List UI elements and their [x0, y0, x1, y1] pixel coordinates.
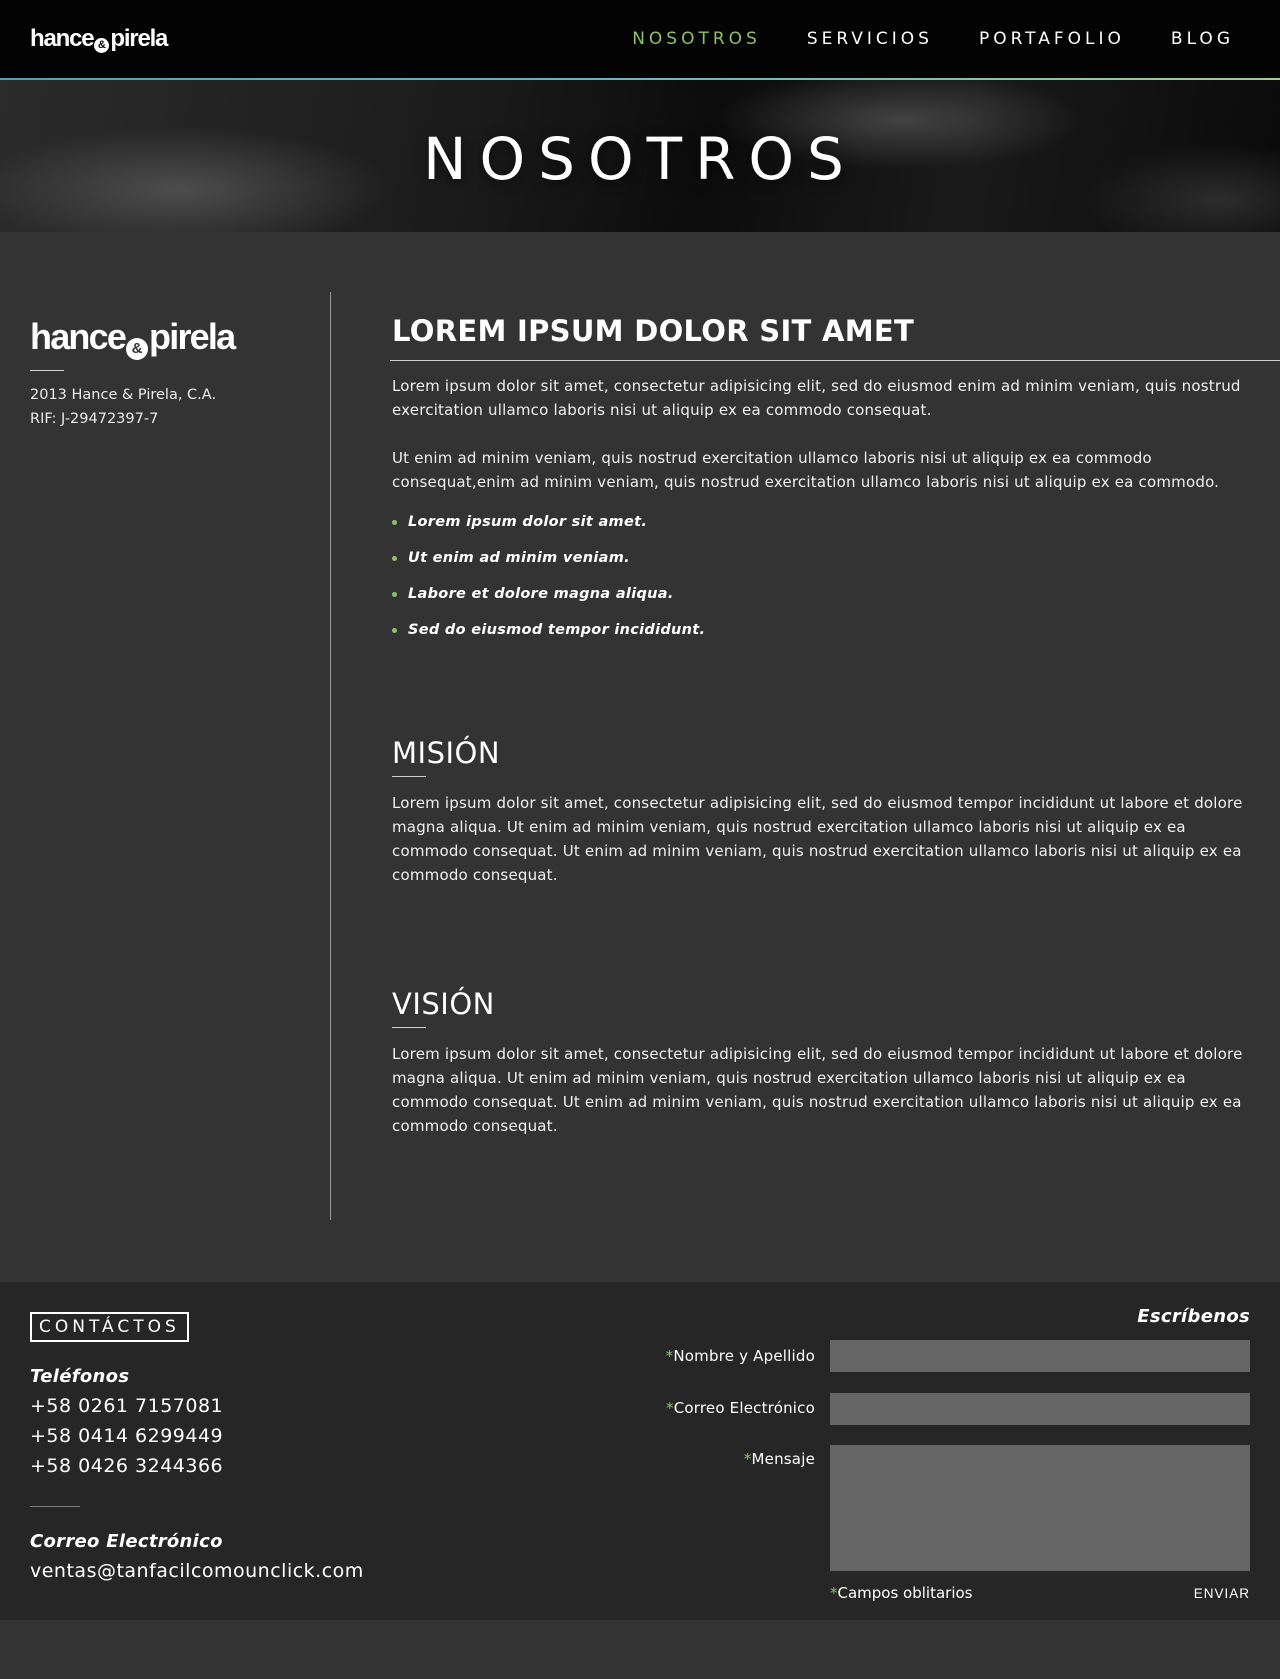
company-name: 2013 Hance & Pirela, C.A.	[30, 387, 217, 403]
list-item-text: Sed do eiusmod tempor incididunt.	[408, 622, 706, 638]
main-section	[0, 232, 1280, 1282]
page-title: NOSOTROS	[423, 125, 857, 193]
vision-text: Lorem ipsum dolor sit amet, consectetur adipisicing elit, sed do eiusmod tempor incididunt ut labore et dolore magna aliqua. Ut enim ad minim veniam, quis nostrud exercitation ullamco laboris nisi ut aliquip ex ea commodo consequat. Ut enim ad minim veniam, quis nostrud exercitation ullamco laboris nisi ut aliquip ex ea commodo consequat.	[392, 1045, 1243, 1135]
bullet-dot-icon	[392, 628, 397, 633]
nav-item-blog[interactable]: BLOG	[1170, 29, 1234, 49]
list-item-text: Labore et dolore magna aliqua.	[408, 586, 674, 602]
heading-underline	[390, 360, 1280, 361]
vision-section	[392, 985, 1252, 1138]
brand-logo[interactable]	[30, 24, 167, 54]
site-footer	[0, 1282, 1280, 1620]
sidebar-logo-amp: &	[126, 338, 148, 360]
brand-logo-right: pirela	[110, 25, 168, 52]
contacts-divider	[30, 1506, 80, 1507]
send-button[interactable]: ENVIAR	[1193, 1586, 1250, 1601]
required-mark: *	[665, 1347, 674, 1365]
nav-item-nosotros[interactable]: NOSOTROS	[632, 29, 761, 49]
list-item-text: Lorem ipsum dolor sit amet.	[408, 514, 648, 530]
sidebar-logo-left: hance	[30, 316, 126, 357]
brand-logo-left: hance	[30, 25, 94, 52]
list-item	[392, 548, 705, 568]
contact-email-link[interactable]: ventas@tanfacilcomounclick.com	[30, 1560, 364, 1582]
phones-label: Teléfonos	[30, 1366, 130, 1387]
brand-logo-amp: &	[94, 38, 109, 53]
site-header	[0, 0, 1280, 80]
message-textarea[interactable]	[830, 1445, 1250, 1571]
sidebar-logo	[30, 317, 310, 360]
bullet-dot-icon	[392, 520, 397, 525]
email-input[interactable]	[830, 1393, 1250, 1425]
email-label-text: Correo Electrónico	[673, 1399, 815, 1417]
about-paragraph-2: Ut enim ad minim veniam, quis nostrud exercitation ullamco laboris nisi ut aliquip ex ea commodo consequat,enim ad minim veniam, quis nostrud exercitation ullamco laboris nisi ut aliquip ex ea commodo.	[392, 449, 1220, 491]
company-info	[30, 383, 310, 431]
sidebar-logo-right: pirela	[149, 316, 235, 357]
phone-2[interactable]: +58 0414 6299449	[30, 1425, 224, 1447]
vision-underline	[392, 1027, 426, 1028]
name-input[interactable]	[830, 1340, 1250, 1372]
mision-section	[392, 734, 1252, 887]
nav-item-servicios[interactable]: SERVICIOS	[806, 29, 933, 49]
mision-title: MISIÓN	[392, 736, 501, 770]
contacts-title: CONTÁCTOS	[30, 1312, 189, 1342]
bottom-band	[0, 1620, 1280, 1679]
list-item-text: Ut enim ad minim veniam.	[408, 550, 630, 566]
mision-underline	[392, 776, 426, 777]
email-label: Correo Electrónico	[30, 1531, 223, 1552]
phone-3[interactable]: +58 0426 3244366	[30, 1455, 224, 1477]
form-title: Escríbenos	[1137, 1306, 1250, 1327]
list-item	[392, 512, 705, 532]
sidebar-divider	[30, 370, 64, 371]
company-rif: RIF: J-29472397-7	[30, 411, 159, 427]
required-mark: *	[743, 1450, 752, 1468]
vision-title: VISIÓN	[392, 987, 495, 1021]
list-item	[392, 620, 705, 640]
message-field-label	[744, 1450, 815, 1468]
about-paragraph-1: Lorem ipsum dolor sit amet, consectetur adipisicing elit, sed do eiusmod enim ad minim veniam, quis nostrud exercitation ullamco laboris nisi ut aliquip ex ea commodo consequat.	[392, 377, 1241, 419]
sidebar	[30, 317, 310, 431]
email-field-label	[666, 1399, 815, 1417]
vertical-divider	[330, 292, 331, 1220]
required-note-text: Campos oblitarios	[837, 1584, 973, 1602]
nav-item-portafolio[interactable]: PORTAFOLIO	[978, 29, 1125, 49]
feature-list	[392, 512, 705, 656]
required-mark: *	[666, 1399, 674, 1417]
about-content	[392, 312, 1252, 1135]
main-nav	[632, 26, 1234, 52]
required-mark: *	[830, 1584, 838, 1602]
phone-1[interactable]: +58 0261 7157081	[30, 1395, 224, 1417]
bullet-dot-icon	[392, 556, 397, 561]
about-heading: LOREM IPSUM DOLOR SIT AMET	[392, 314, 915, 348]
mision-text: Lorem ipsum dolor sit amet, consectetur adipisicing elit, sed do eiusmod tempor incididunt ut labore et dolore magna aliqua. Ut enim ad minim veniam, quis nostrud exercitation ullamco laboris nisi ut aliquip ex ea commodo consequat. Ut enim ad minim veniam, quis nostrud exercitation ullamco laboris nisi ut aliquip ex ea commodo consequat.	[392, 794, 1243, 884]
required-note	[830, 1584, 973, 1602]
bullet-dot-icon	[392, 592, 397, 597]
name-label-text: Nombre y Apellido	[673, 1347, 815, 1365]
message-label-text: Mensaje	[751, 1450, 815, 1468]
list-item	[392, 584, 705, 604]
name-field-label	[666, 1347, 815, 1365]
hero-banner	[0, 80, 1280, 232]
